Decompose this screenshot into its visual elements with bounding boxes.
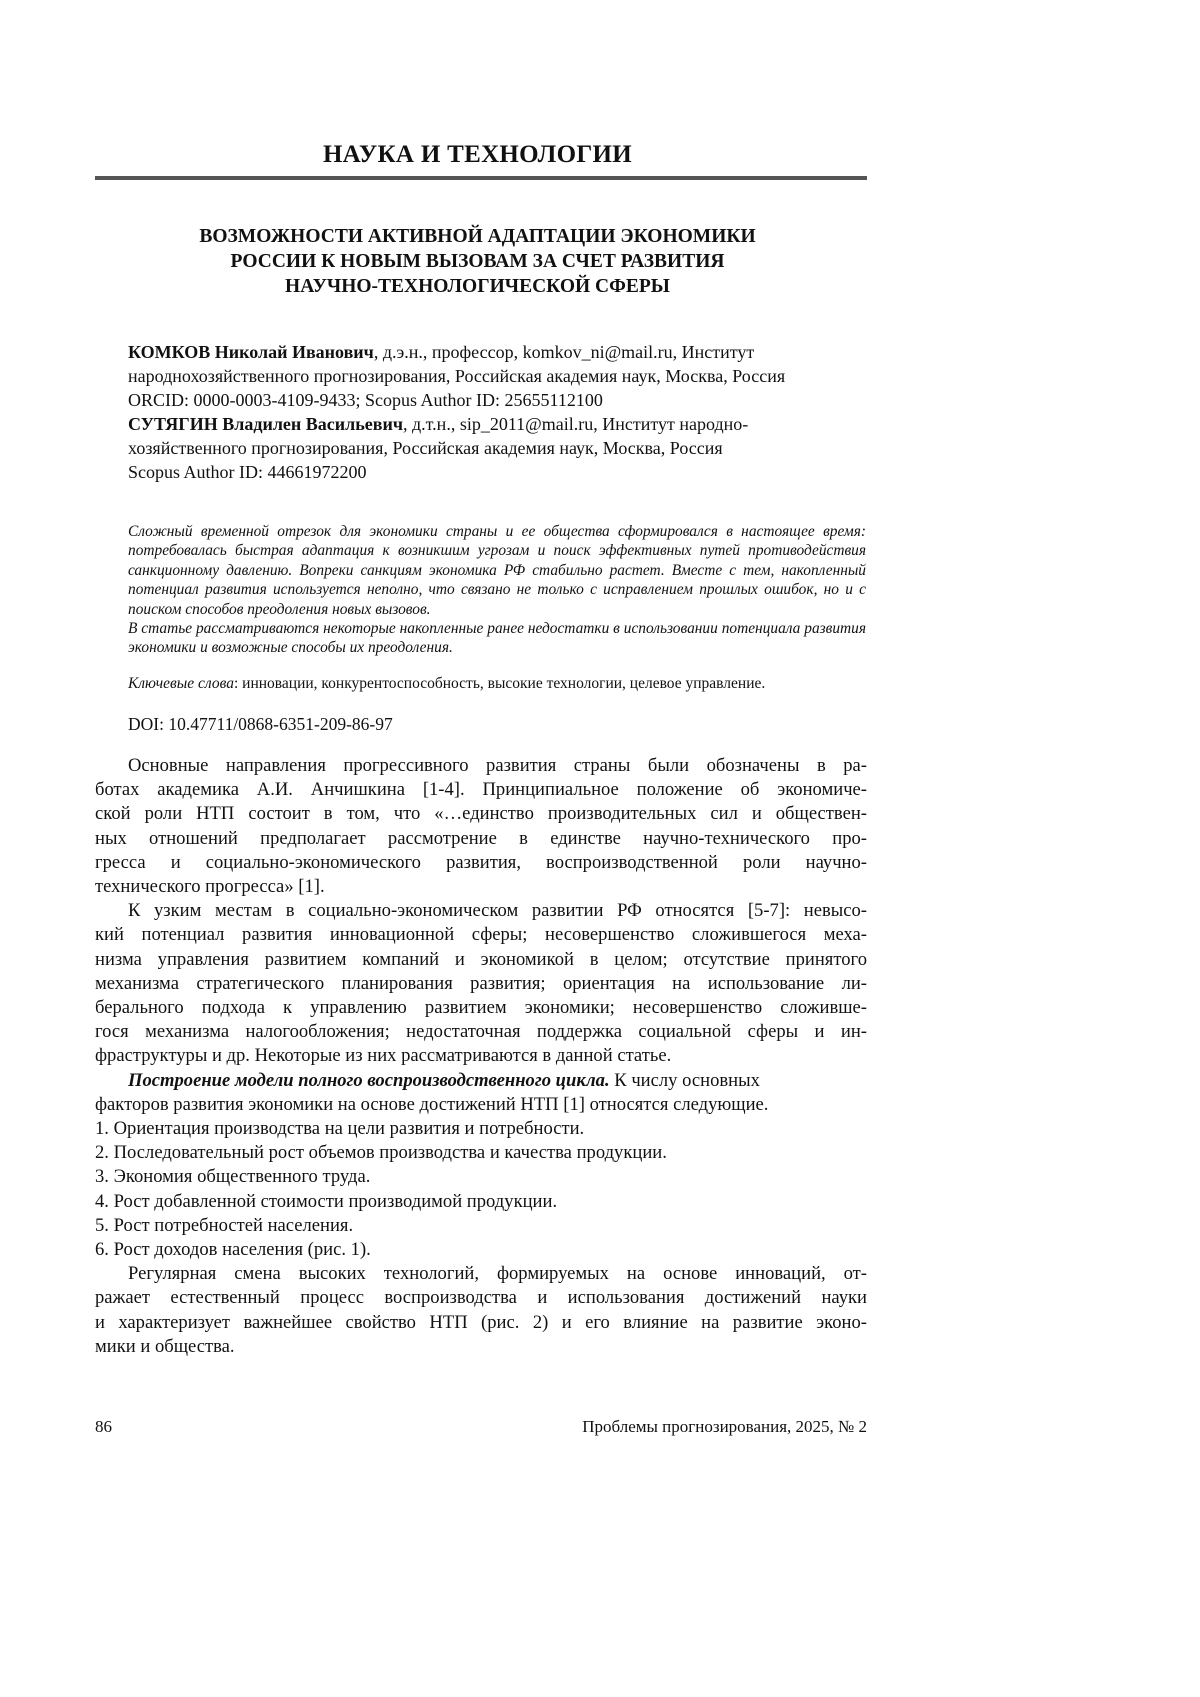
- keywords-label: Ключевые слова: [128, 675, 234, 692]
- author-1-affiliation: народнохозяйственного прогнозирования, Российская академия наук, Москва, Россия: [128, 366, 786, 386]
- article-title-line: РОССИИ К НОВЫМ ВЫЗОВАМ ЗА СЧЕТ РАЗВИТИЯ: [230, 251, 725, 272]
- doi: DOI: 10.47711/0868-6351-209-86-97: [128, 714, 393, 734]
- body-line: гресса и социально-экономического развития, воспроизводственной роли научно-: [95, 851, 867, 873]
- article-title-line: ВОЗМОЖНОСТИ АКТИВНОЙ АДАПТАЦИИ ЭКОНОМИКИ: [199, 226, 756, 247]
- abstract-paragraph: Сложный временной отрезок для экономики страны и ее общества сформировался в настоящее время: потребовалась быстрая адаптация к возникшим угрозам и поиск эффективных путей противодействия санкционному давлению. Вопреки санкциям экономика РФ стабильно растет. Вместе с тем, накопленный потенциал развития используется неполно, что связано не только с исправлением прошлых ошибок, но и с поиском способов преодоления новых вызовов.: [128, 523, 866, 618]
- author-2-name: СУТЯГИН Владилен Васильевич: [128, 414, 404, 434]
- list-item: 6. Рост доходов населения (рис. 1).: [95, 1239, 371, 1261]
- body-line: ской роли НТП состоит в том, что «…единство производительных сил и обществен-: [95, 803, 867, 825]
- body-line: мики и общества.: [95, 1335, 235, 1357]
- abstract: [128, 522, 866, 658]
- page-number: 86: [95, 1417, 112, 1436]
- author-2-line-1: [128, 412, 868, 436]
- list-item: 1. Ориентация производства на цели развития и потребности.: [95, 1118, 585, 1140]
- body-line: факторов развития экономики на основе достижений НТП [1] относятся следующие.: [95, 1093, 769, 1115]
- journal-footer: Проблемы прогнозирования, 2025, № 2: [582, 1417, 867, 1436]
- body-line: [95, 1069, 867, 1093]
- body-line: кий потенциал развития инновационной сферы; несовершенство сложившегося меха-: [95, 924, 867, 946]
- list-item: 3. Экономия общественного труда.: [95, 1166, 371, 1188]
- author-1-name: КОМКОВ Николай Иванович: [128, 342, 374, 362]
- body-line: механизма стратегического планирования развития; ориентация на использование ли-: [95, 972, 867, 994]
- section-divider: [95, 176, 867, 180]
- article-body: [95, 754, 867, 1359]
- abstract-paragraph: В статье рассматриваются некоторые накопленные ранее недостатки в использовании потенциала развития экономики и возможные способы их преодоления.: [128, 620, 866, 657]
- body-line: гося механизма налогообложения; недостаточная поддержка социальной сферы и ин-: [95, 1021, 867, 1043]
- body-text-run: К числу основных: [609, 1069, 760, 1091]
- body-line: ных отношений предполагает рассмотрение в единстве научно-технического про-: [95, 827, 867, 849]
- body-line: фраструктуры и др. Некоторые из них рассматриваются в данной статье.: [95, 1045, 672, 1067]
- body-line: ботах академика А.И. Анчишкина [1-4]. Принципиальное положение об экономиче-: [95, 779, 867, 801]
- author-2-ids: Scopus Author ID: 44661972200: [128, 462, 367, 482]
- author-2-affiliation: хозяйственного прогнозирования, Российская академия наук, Москва, Россия: [128, 438, 723, 458]
- authors-block: [128, 340, 868, 484]
- article-title: [95, 224, 860, 299]
- body-line: берального подхода к управлению развитием экономики; несовершенство сложивше-: [95, 997, 867, 1019]
- author-1-details: , д.э.н., профессор, komkov_ni@mail.ru, Институт: [373, 342, 755, 362]
- body-line: К узким местам в социально-экономическом развитии РФ относятся [5-7]: невысо-: [128, 900, 867, 922]
- body-line: низма управления развитием компаний и экономикой в целом; отсутствие принятого: [95, 948, 867, 970]
- body-line: ражает естественный процесс воспроизводства и использования достижений науки: [95, 1287, 867, 1309]
- article-title-line: НАУЧНО-ТЕХНОЛОГИЧЕСКОЙ СФЕРЫ: [285, 276, 670, 297]
- body-line: Основные направления прогрессивного развития страны были обозначены в ра-: [128, 755, 867, 776]
- list-item: 5. Рост потребностей населения.: [95, 1214, 354, 1236]
- body-line: и характеризует важнейшее свойство НТП (рис. 2) и его влияние на развитие эконо-: [95, 1311, 867, 1333]
- subsection-heading: Построение модели полного воспроизводственного цикла.: [128, 1069, 610, 1091]
- body-line: Регулярная смена высоких технологий, формируемых на основе инноваций, от-: [128, 1263, 867, 1285]
- keywords-text: : инновации, конкурентоспособность, высокие технологии, целевое управление.: [233, 675, 766, 692]
- list-item: 2. Последовательный рост объемов производства и качества продукции.: [95, 1142, 667, 1164]
- keywords: [128, 674, 868, 694]
- author-1-line-1: [128, 340, 868, 364]
- list-item: 4. Рост добавленной стоимости производимой продукции.: [95, 1190, 558, 1212]
- author-2-details: , д.т.н., sip_2011@mail.ru, Институт народно-: [403, 414, 749, 434]
- author-1-ids: ORCID: 0000-0003-4109-9433; Scopus Author ID: 25655112100: [128, 390, 603, 410]
- body-line: технического прогресса» [1].: [95, 876, 325, 898]
- section-heading: НАУКА И ТЕХНОЛОГИИ: [322, 141, 633, 168]
